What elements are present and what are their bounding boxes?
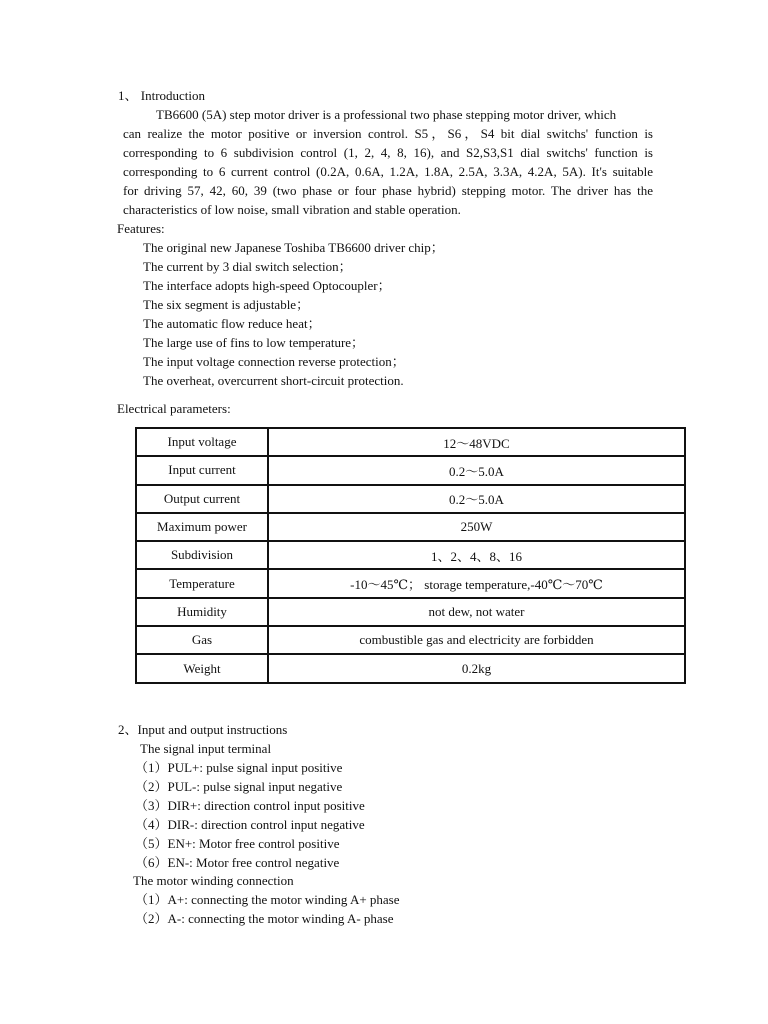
- parameter-value: 0.2～5.0A: [268, 485, 685, 513]
- table-row: [136, 513, 685, 541]
- feature-item: The original new Japanese Toshiba TB6600 driver chip；: [143, 240, 444, 255]
- list-item: （1）A+: connecting the motor winding A+ phase: [135, 892, 400, 907]
- table-row: [136, 569, 685, 597]
- table-row: [136, 456, 685, 484]
- parameter-name: Input voltage: [136, 428, 268, 456]
- parameter-value: -10～45℃； storage temperature,-40℃～70℃: [268, 569, 685, 597]
- feature-item: The interface adopts high-speed Optocoupler；: [143, 278, 391, 293]
- features-heading: Features:: [117, 221, 165, 236]
- section-1-heading: 1、 Introduction: [118, 88, 206, 103]
- parameter-name: Gas: [136, 626, 268, 654]
- intro-line: corresponding to 6 current control (0.2A, 0.6A, 1.2A, 1.8A, 2.5A, 3.3A, 4.2A, 5A). It's suitable: [123, 164, 653, 179]
- table-row: [136, 654, 685, 682]
- parameter-value: 250W: [268, 513, 685, 541]
- parameter-value: 1、2、4、8、16: [268, 541, 685, 569]
- table-row: [136, 485, 685, 513]
- table-row: [136, 428, 685, 456]
- list-item: （5）EN+: Motor free control positive: [135, 836, 340, 851]
- electrical-parameters-heading: Electrical parameters:: [117, 401, 231, 416]
- intro-line: TB6600 (5A) step motor driver is a professional two phase stepping motor driver, which: [156, 107, 617, 122]
- signal-input-heading: The signal input terminal: [140, 741, 272, 756]
- feature-item: The large use of fins to low temperature；: [143, 335, 365, 350]
- intro-line: corresponding to 6 subdivision control (1, 2, 4, 8, 16), and S2,S3,S1 dial switchs' function is: [123, 145, 653, 160]
- table-row: [136, 626, 685, 654]
- list-item: （2）A-: connecting the motor winding A- phase: [135, 911, 394, 926]
- feature-item: The automatic flow reduce heat；: [143, 316, 321, 331]
- parameter-name: Maximum power: [136, 513, 268, 541]
- feature-item: The current by 3 dial switch selection；: [143, 259, 352, 274]
- motor-winding-heading: The motor winding connection: [133, 873, 294, 888]
- list-item: （1）PUL+: pulse signal input positive: [135, 760, 343, 775]
- parameter-value: 12～48VDC: [268, 428, 685, 456]
- section-2-heading: 2、Input and output instructions: [118, 722, 288, 737]
- feature-item: The six segment is adjustable；: [143, 297, 310, 312]
- parameter-value: not dew, not water: [268, 598, 685, 626]
- parameter-name: Input current: [136, 456, 268, 484]
- electrical-parameters-table: [135, 427, 686, 684]
- table-row: [136, 598, 685, 626]
- intro-line: can realize the motor positive or inversion control. S5，S6，S4 bit dial switchs' function is: [123, 126, 653, 141]
- parameter-value: combustible gas and electricity are forbidden: [268, 626, 685, 654]
- intro-line: characteristics of low noise, small vibration and stable operation.: [123, 202, 461, 217]
- intro-line: for driving 57, 42, 60, 39 (two phase or four phase hybrid) stepping motor. The driver has the: [123, 183, 653, 198]
- list-item: （3）DIR+: direction control input positive: [135, 798, 365, 813]
- feature-item: The overheat, overcurrent short-circuit protection.: [143, 373, 404, 388]
- parameter-name: Humidity: [136, 598, 268, 626]
- list-item: （2）PUL-: pulse signal input negative: [135, 779, 343, 794]
- table-row: [136, 541, 685, 569]
- list-item: （4）DIR-: direction control input negative: [135, 817, 365, 832]
- parameter-value: 0.2kg: [268, 654, 685, 682]
- parameter-name: Subdivision: [136, 541, 268, 569]
- list-item: （6）EN-: Motor free control negative: [135, 855, 340, 870]
- parameter-name: Output current: [136, 485, 268, 513]
- parameter-value: 0.2～5.0A: [268, 456, 685, 484]
- parameter-name: Temperature: [136, 569, 268, 597]
- parameter-name: Weight: [136, 654, 268, 682]
- feature-item: The input voltage connection reverse protection；: [143, 354, 405, 369]
